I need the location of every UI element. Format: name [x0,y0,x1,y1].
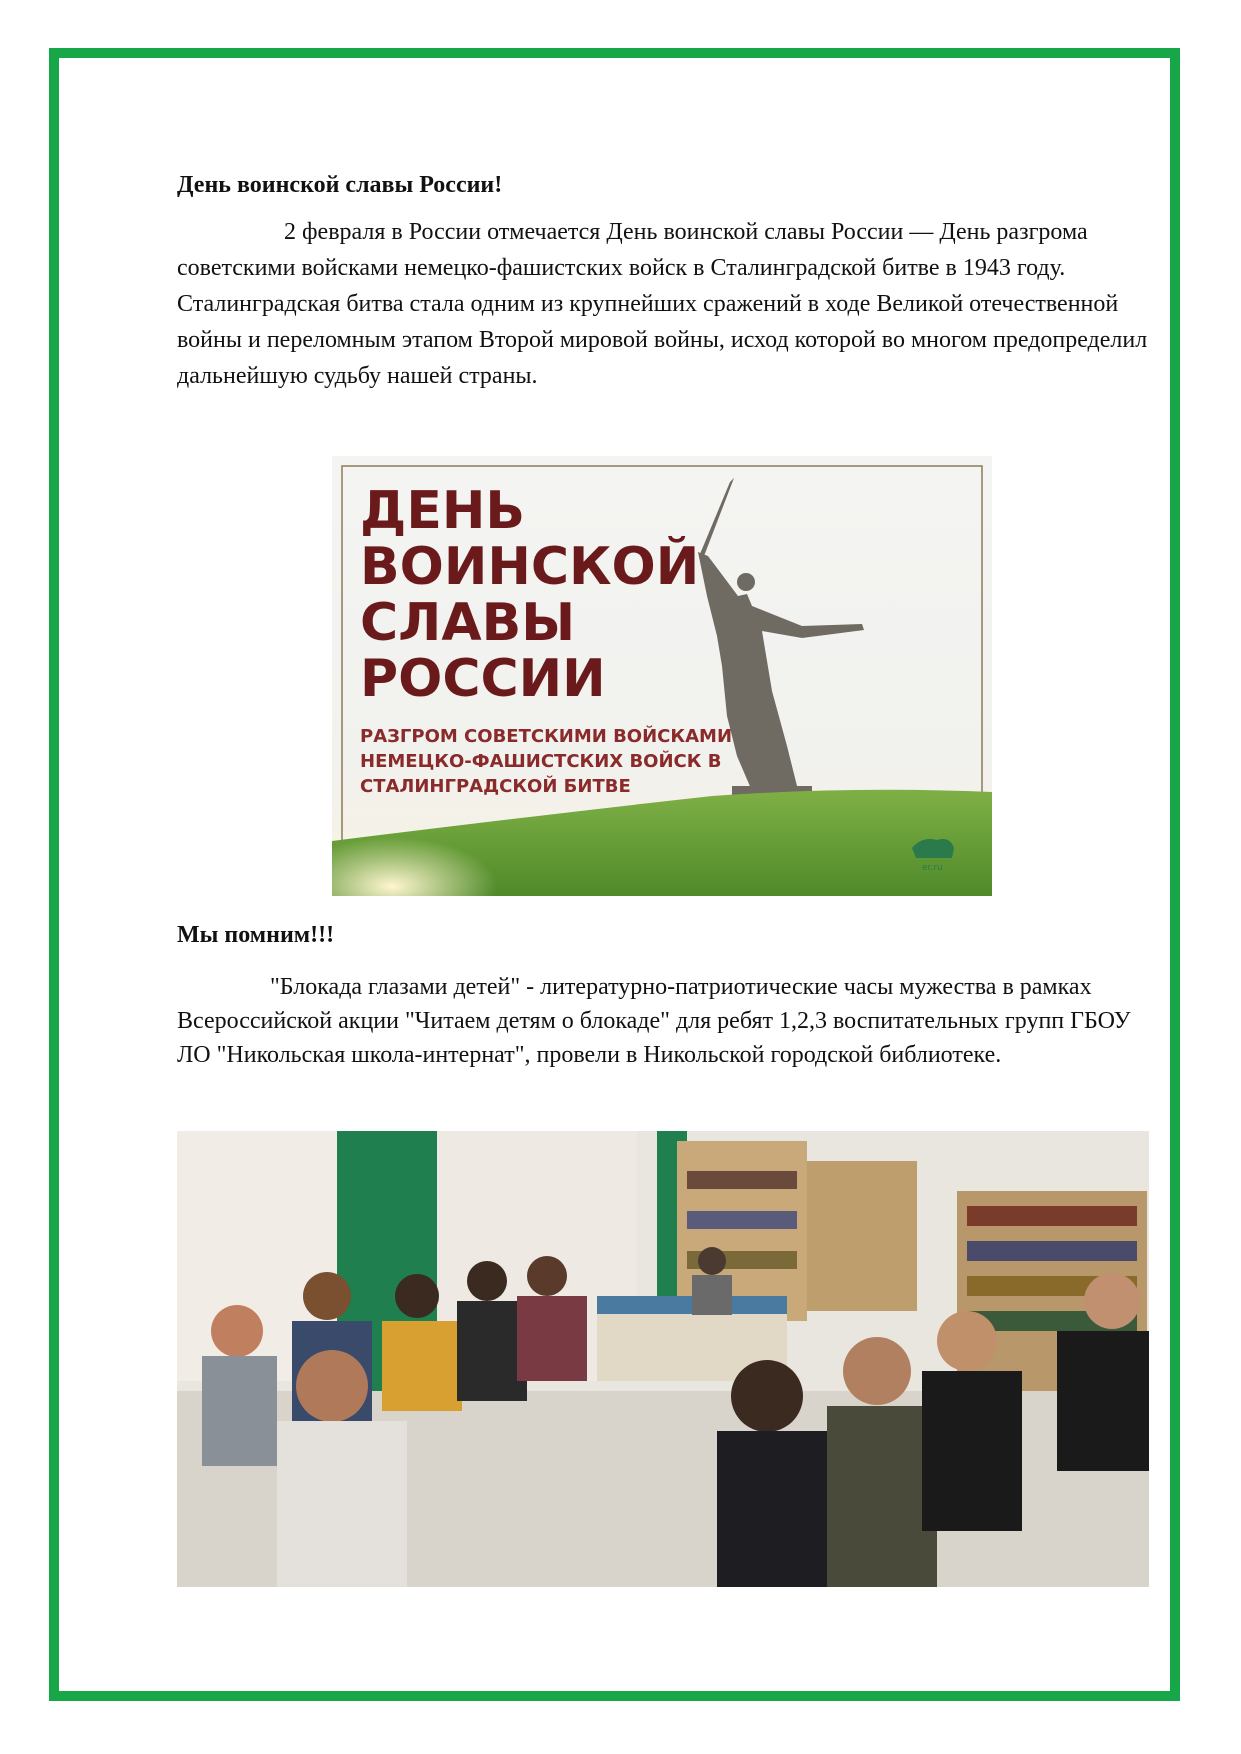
section-1-heading: День воинской славы России! [177,172,503,198]
section-2-heading: Мы помним!!! [177,922,335,948]
library-event-photo [177,1131,1149,1587]
section-2 [177,960,1157,1072]
section-2-paragraph: "Блокада глазами детей" - литературно-патриотические часы мужества в рамках Всероссийской акции "Читаем детям о блокаде" для ребят 1,2,3 воспитательных групп ГБОУ ЛО "Никольская школа-интернат", провели в Никольской городской библиотеке. [177,974,1131,1068]
poster-subtitle-line-1: РАЗГРОМ СОВЕТСКИМИ ВОЙСКАМИ [360,726,733,747]
poster-title-line-4: РОССИИ [360,649,606,709]
poster-title-line-3: СЛАВЫ [360,593,576,653]
poster-subtitle-line-2: НЕМЕЦКО-ФАШИСТСКИХ ВОЙСК В [360,751,722,772]
poster-subtitle-line-3: СТАЛИНГРАДСКОЙ БИТВЕ [360,776,631,797]
poster-logo-text: er.ru [922,863,943,873]
section-1-paragraph: 2 февраля в России отмечается День воинской славы России — День разгрома советскими войсками немецко-фашистских войск в Сталинградской битве в 1943 году. Сталинградская битва стала одним из крупнейших сражений в ходе Великой отечественной войны и переломным этапом Второй мировой войны, исход которой во многом предопределил дальнейшую судьбу нашей страны. [177,219,1148,389]
section-1 [177,170,1157,394]
poster-title-line-1: ДЕНЬ [360,481,525,541]
poster-title-line-2: ВОИНСКОЙ [360,537,700,597]
military-glory-day-poster [332,456,992,896]
